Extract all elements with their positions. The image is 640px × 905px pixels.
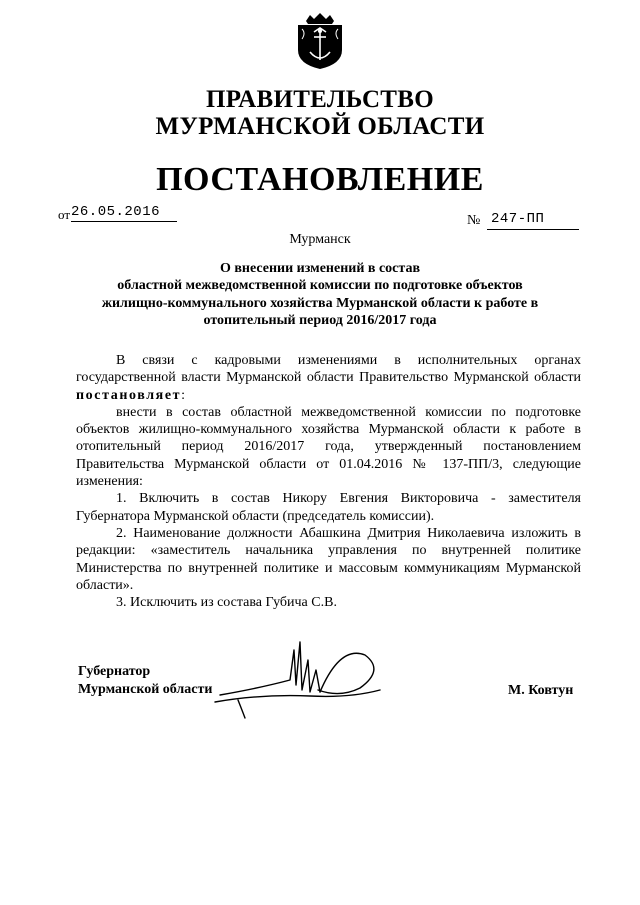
document-subject [100,260,540,329]
number-prefix: № [467,213,481,228]
government-name-line1: ПРАВИТЕЛЬСТВО [206,86,434,113]
date-prefix: от [58,207,71,222]
intro-paragraph: внести в состав областной межведомственной комиссии по подготовке объектов жилищно-коммунального хозяйства Мурманской области к работе в отопительный период 2016/2017 года, утвержденный постановлением Правительства Мурманской области от 01.04.2016 № 137-ПП/3, следующие изменения: [76,404,581,490]
signatory-title-line1: Губернатор [78,664,151,679]
signatory-name: М. Ковтун [508,683,574,698]
government-name-line2: МУРМАНСКОЙ ОБЛАСТИ [155,113,485,140]
item-3-paragraph: 3. Исключить из состава Губича С.В. [116,595,337,611]
signatory-title-line2: Мурманской области [78,682,213,697]
subject-line-2: областной межведомственной комиссии по подготовке объектов [117,278,523,294]
preamble-paragraph: В связи с кадровыми изменениями в исполнительных органах государственной власти Мурманской области Правительство Мурманской области постановляет: [76,353,581,403]
coat-of-arms-emblem [292,12,348,70]
preamble-text: В связи с кадровыми изменениями в исполнительных органах государственной власти Мурманской области Правительство Мурманской области [76,353,581,386]
document-number: 247-ПП [491,211,545,227]
document-type-title: ПОСТАНОВЛЕНИЕ [156,161,484,198]
number-underline [487,229,579,230]
subject-line-1: О внесении изменений в состав [219,261,421,276]
document-body [76,352,581,611]
item-2-paragraph: 2. Наименование должности Абашкина Дмитрия Николаевича изложить в редакции: «заместитель начальника управления по внутренней политике Министерства по внутренней политике и массовым коммуникациям Мурманской области». [76,525,581,593]
city-name: Мурманск [289,232,351,247]
item-1-paragraph: 1. Включить в состав Никору Евгения Викторовича - заместителя Губернатора Мурманской области (председатель комиссии). [76,491,581,524]
document-date: 26.05.2016 [71,204,161,220]
subject-line-3: жилищно-коммунального хозяйства Мурманской области к работе в [101,295,539,311]
date-underline [71,221,177,222]
decree-word: постановляет [76,387,182,403]
signatory-title [78,663,212,699]
subject-line-4: отопительный период 2016/2017 года [203,312,437,328]
handwritten-signature [200,630,390,725]
